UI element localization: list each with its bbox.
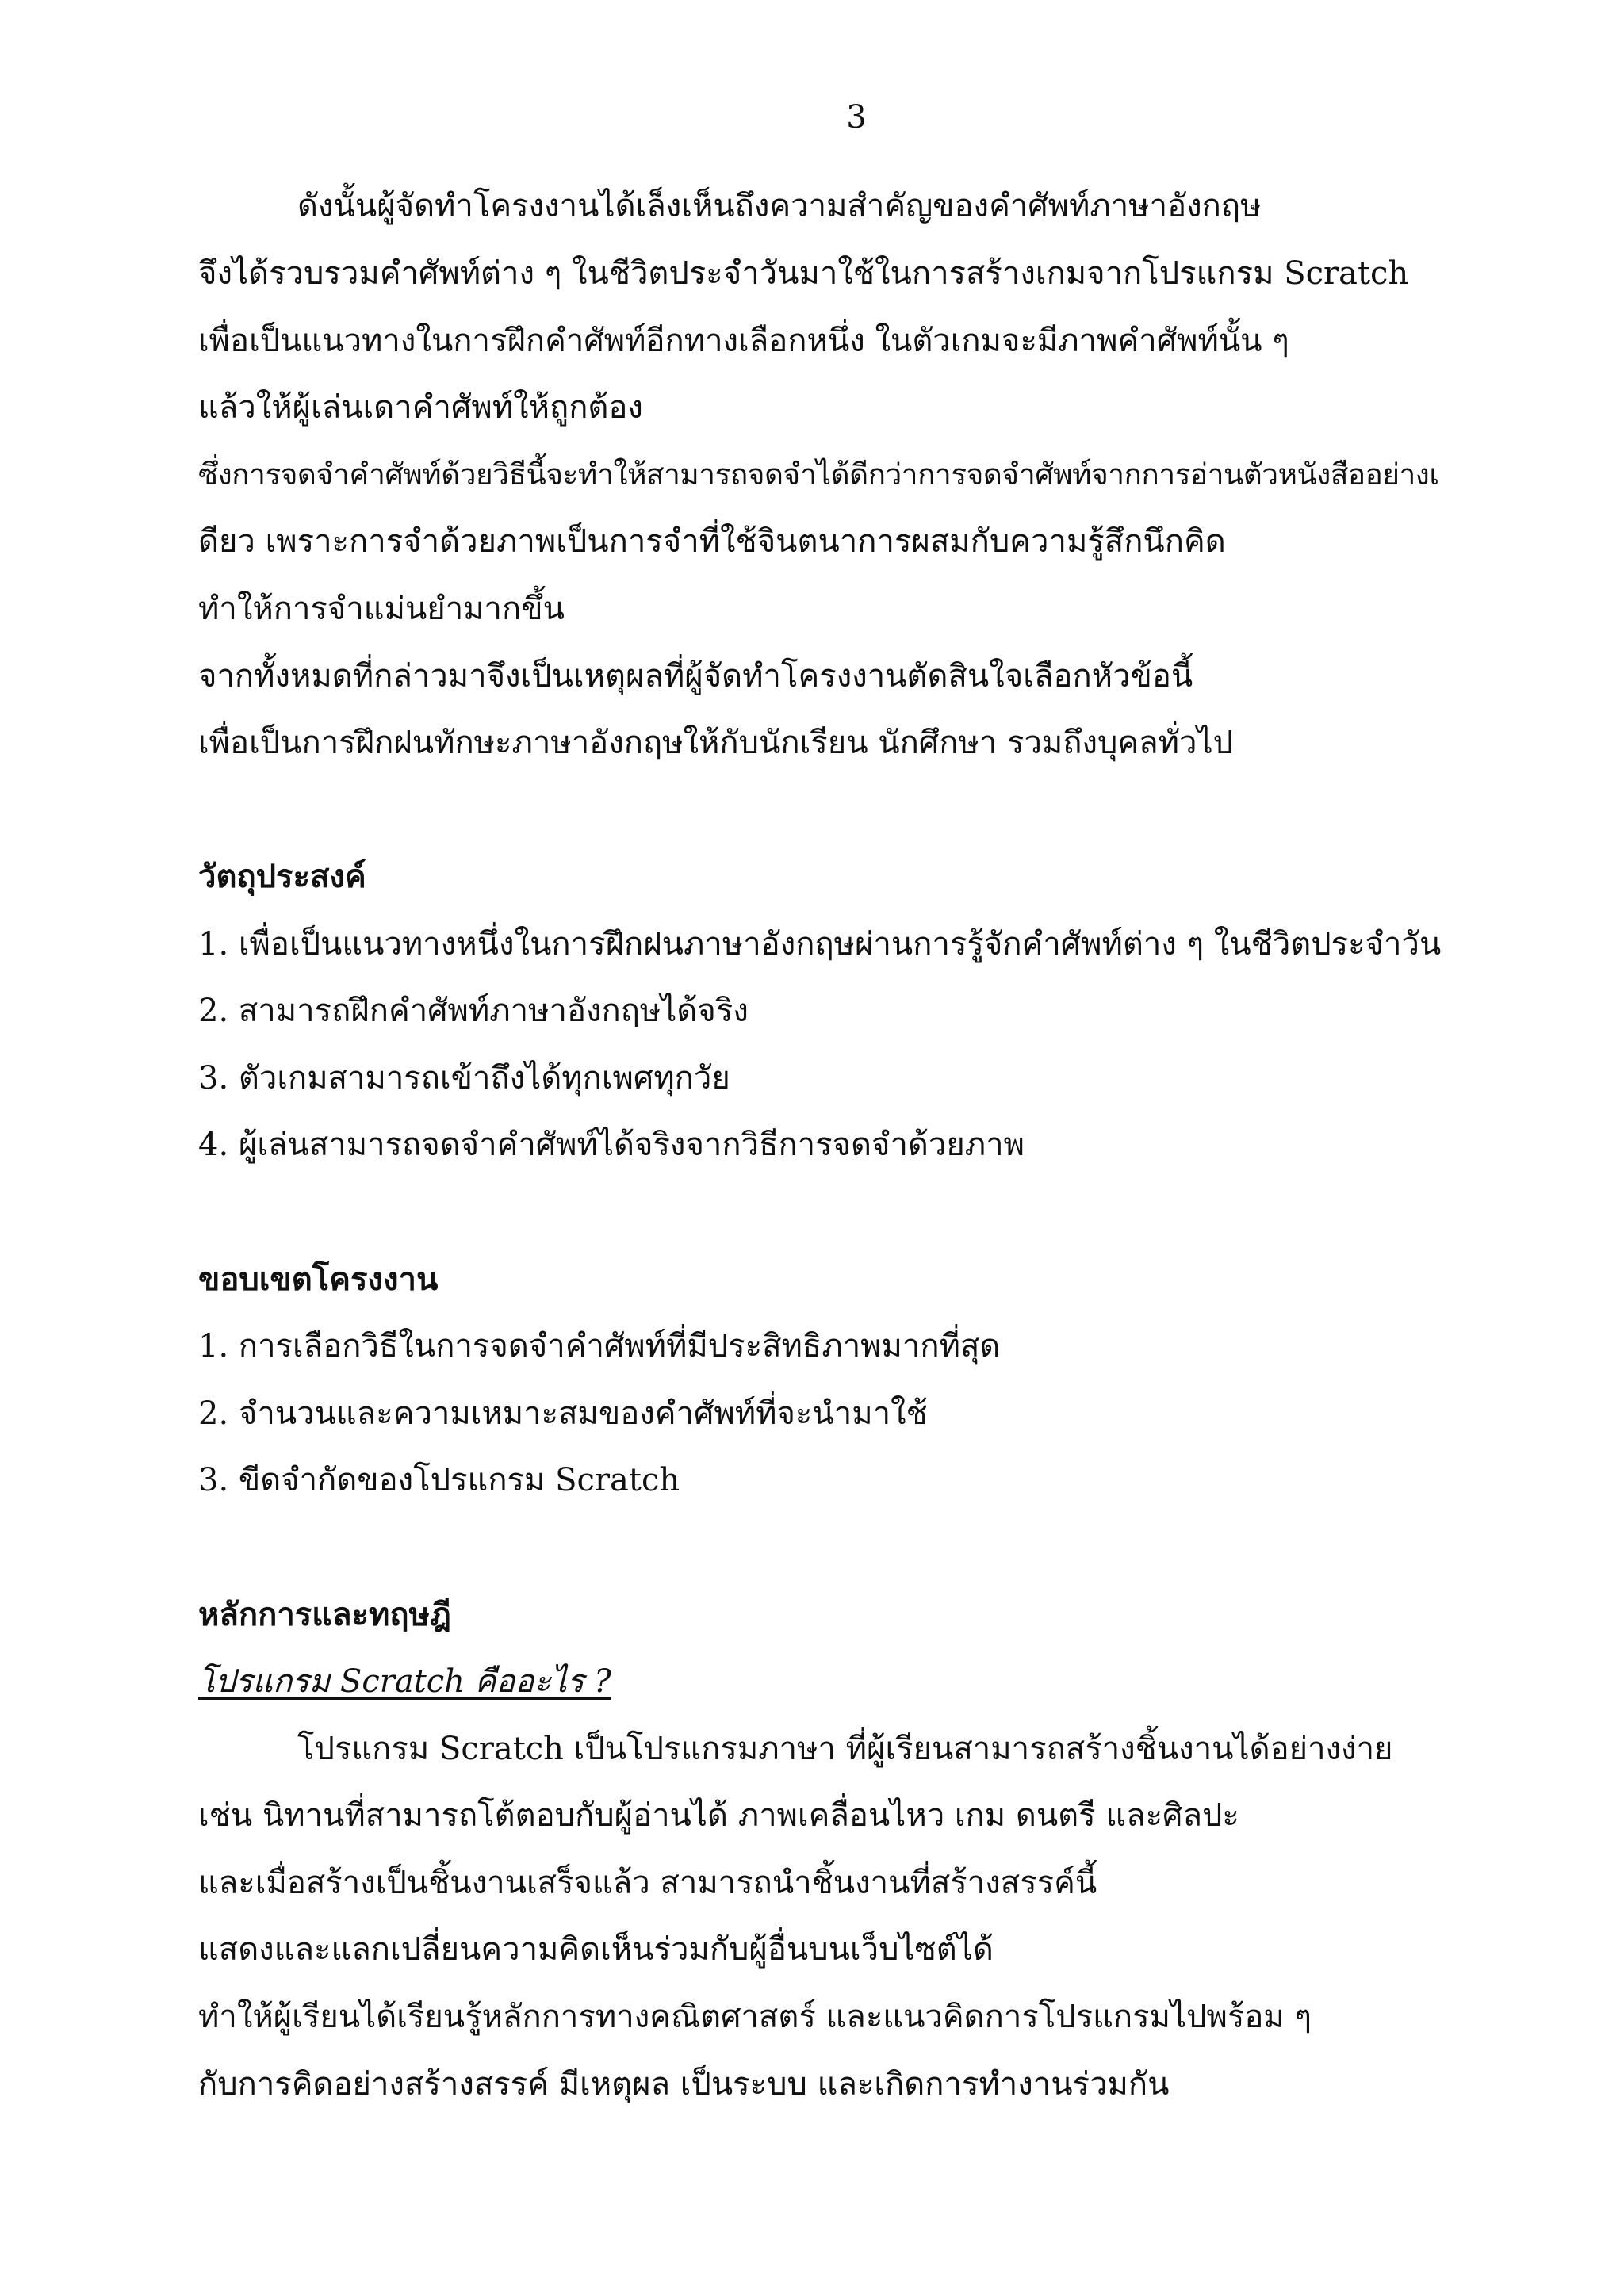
page-number: 3 [846, 99, 867, 136]
theory-line: โปรแกรม Scratch เป็นโปรแกรมภาษา ที่ผู้เรียนสามารถสร้างชิ้นงานได้อย่างง่าย [297, 1731, 1393, 1767]
intro-line: เพื่อเป็นการฝึกฝนทักษะภาษาอังกฤษให้กับนักเรียน นักศึกษา รวมถึงบุคลทั่วไป [198, 725, 1234, 761]
theory-line: แสดงและแลกเปลี่ยนความคิดเห็นร่วมกับผู้อื่นบนเว็บไซต์ได้ [198, 1931, 994, 1968]
scope-item: 3. ขีดจำกัดของโปรแกรม Scratch [198, 1462, 680, 1498]
intro-line: เพื่อเป็นแนวทางในการฝึกคำศัพท์อีกทางเลือกหนึ่ง ในตัวเกมจะมีภาพคำศัพท์นั้น ๆ [198, 323, 1289, 359]
intro-line: ดียว เพราะการจำด้วยภาพเป็นการจำที่ใช้จินตนาการผสมกับความรู้สึกนึกคิด [198, 523, 1226, 560]
objectives-heading: วัตถุประสงค์ [198, 858, 366, 895]
intro-line: จึงได้รวบรวมคำศัพท์ต่าง ๆ ในชีวิตประจำวันมาใช้ในการสร้างเกมจากโปรแกรม Scratch [198, 255, 1409, 292]
objective-item: 3. ตัวเกมสามารถเข้าถึงได้ทุกเพศทุกวัย [198, 1060, 730, 1096]
intro-line: ซึ่งการจดจำคำศัพท์ด้วยวิธีนี้จะทำให้สามารถจดจำได้ดีกว่าการจดจำศัพท์จากการอ่านตัวหนังสืออย่างเ [198, 457, 1439, 492]
intro-line: แล้วให้ผู้เล่นเดาคำศัพท์ให้ถูกต้อง [198, 389, 643, 426]
theory-heading: หลักการและทฤษฎี [198, 1596, 451, 1633]
theory-line: ทำให้ผู้เรียนได้เรียนรู้หลักการทางคณิตศาสตร์ และแนวคิดการโปรแกรมไปพร้อม ๆ [198, 1999, 1312, 2035]
objective-item: 1. เพื่อเป็นแนวทางหนึ่งในการฝึกฝนภาษาอังกฤษผ่านการรู้จักคำศัพท์ต่าง ๆ ในชีวิตประจำวัน [198, 926, 1442, 962]
scope-item: 1. การเลือกวิธีในการจดจำคำศัพท์ที่มีประสิทธิภาพมากที่สุด [198, 1328, 1001, 1364]
theory-subheading: โปรแกรม Scratch คืออะไร ? [198, 1663, 611, 1700]
theory-line: เช่น นิทานที่สามารถโต้ตอบกับผู้อ่านได้ ภาพเคลื่อนไหว เกม ดนตรี และศิลปะ [198, 1797, 1239, 1834]
theory-line: กับการคิดอย่างสร้างสรรค์ มีเหตุผล เป็นระบบ และเกิดการทำงานร่วมกัน [198, 2066, 1170, 2103]
theory-line: และเมื่อสร้างเป็นชิ้นงานเสร็จแล้ว สามารถนำชิ้นงานที่สร้างสรรค์นี้ [198, 1865, 1097, 1901]
objective-item: 2. สามารถฝึกคำศัพท์ภาษาอังกฤษได้จริง [198, 993, 749, 1029]
intro-line: ดังนั้นผู้จัดทำโครงงานได้เล็งเห็นถึงความสำคัญของคำศัพท์ภาษาอังกฤษ [297, 188, 1262, 224]
intro-line: ทำให้การจำแม่นยำมากขึ้น [198, 591, 565, 627]
scope-item: 2. จำนวนและความเหมาะสมของคำศัพท์ที่จะนำมาใช้ [198, 1395, 928, 1432]
objective-item: 4. ผู้เล่นสามารถจดจำคำศัพท์ได้จริงจากวิธีการจดจำด้วยภาพ [198, 1127, 1025, 1163]
scope-heading: ขอบเขตโครงงาน [198, 1261, 439, 1298]
intro-line: จากทั้งหมดที่กล่าวมาจึงเป็นเหตุผลที่ผู้จัดทำโครงงานตัดสินใจเลือกหัวข้อนี้ [198, 658, 1193, 695]
